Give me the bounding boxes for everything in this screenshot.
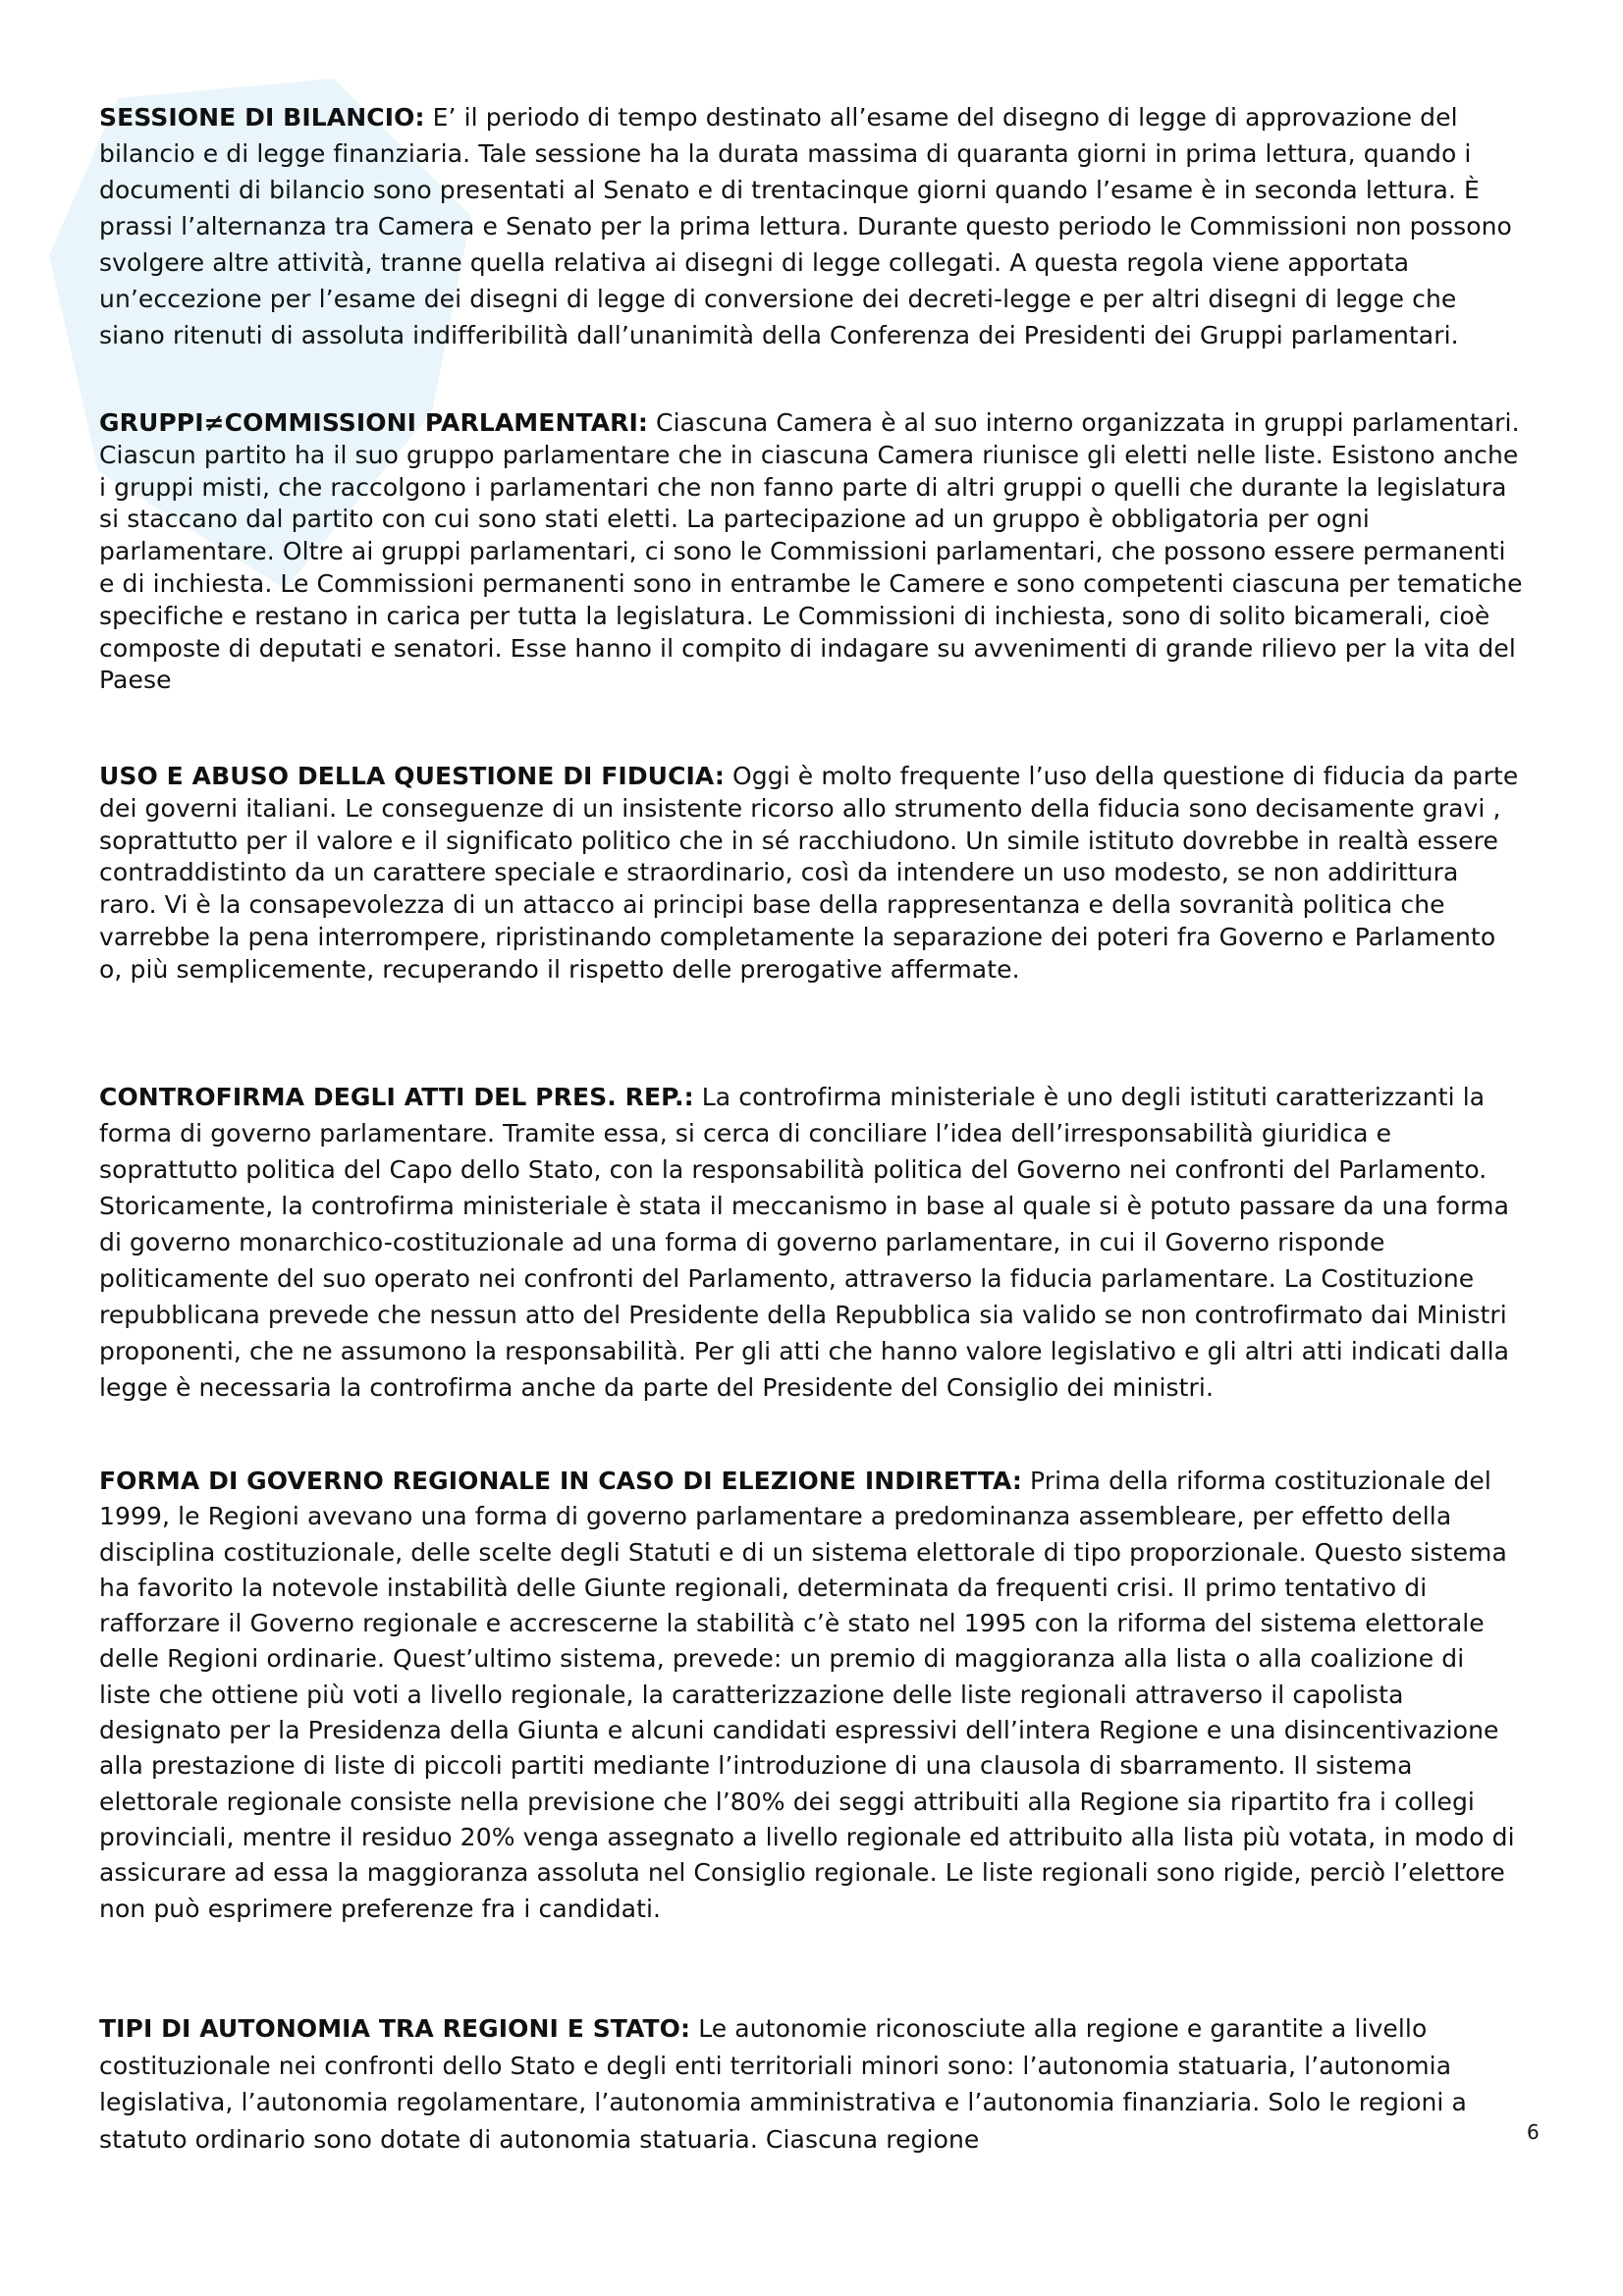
section-body: Le autonomie riconosciute alla regione e garantite a livello costituzionale nei confronti dello Stato e degli enti territoriali minori sono: l’autonomia statuaria, l’autonomia legislativa, l’autonomia regolamentare, l’autonomia amministrativa e l’autonomia finanziaria. Solo le regioni a statuto ordinario sono dotate di autonomia statuaria. Ciascuna regione <box>99 2014 1467 2154</box>
section-controfirma <box>99 1079 1523 1406</box>
page-number: 6 <box>1527 2120 1540 2144</box>
section-forma-governo-regionale <box>99 1464 1523 1927</box>
section-body: La controfirma ministeriale è uno degli istituti caratterizzanti la forma di governo parlamentare. Tramite essa, si cerca di conciliare l’idea dell’irresponsabilità giuridica e soprattutto politica del Capo dello Stato, con la responsabilità politica del Governo nei confronti del Parlamento. Storicamente, la controfirma ministeriale è stata il meccanismo in base al quale si è potuto passare da una forma di governo monarchico-costituzionale ad una forma di governo parlamentare, in cui il Governo risponde politicamente del suo operato nei confronti del Parlamento, attraverso la fiducia parlamentare. La Costituzione repubblicana prevede che nessun atto del Presidente della Repubblica sia valido se non controfirmato dai Ministri proponenti, che ne assumono la responsabilità. Per gli atti che hanno valore legislativo e gli altri atti indicati dalla legge è necessaria la controfirma anche da parte del Presidente del Consiglio dei ministri. <box>99 1083 1510 1402</box>
section-heading: SESSIONE DI BILANCIO: <box>99 103 425 132</box>
section-tipi-di-autonomia <box>99 2010 1523 2158</box>
section-heading: CONTROFIRMA DEGLI ATTI DEL PRES. REP.: <box>99 1083 694 1111</box>
section-gruppi-commissioni <box>99 407 1523 697</box>
section-heading: USO E ABUSO DELLA QUESTIONE DI FIDUCIA: <box>99 762 725 790</box>
section-body: Ciascuna Camera è al suo interno organizzata in gruppi parlamentari. Ciascun partito ha il suo gruppo parlamentare che in ciascuna Camera riunisce gli eletti nelle liste. Esistono anche i gruppi misti, che raccolgono i parlamentari che non fanno parte di altri gruppi o quelli che durante la legislatura si staccano dal partito con cui sono stati eletti. La partecipazione ad un gruppo è obbligatoria per ogni parlamentare. Oltre ai gruppi parlamentari, ci sono le Commissioni parlamentari, che possono essere permanenti e di inchiesta. Le Commissioni permanenti sono in entrambe le Camere e sono competenti ciascuna per tematiche specifiche e restano in carica per tutta la legislatura. Le Commissioni di inchiesta, sono di solito bicamerali, cioè composte di deputati e senatori. Esse hanno il compito di indagare su avvenimenti di grande rilievo per la vita del Paese <box>99 408 1523 695</box>
section-body: E’ il periodo di tempo destinato all’esame del disegno di legge di approvazione del bilancio e di legge finanziaria. Tale sessione ha la durata massima di quaranta giorni in prima lettura, quando i documenti di bilancio sono presentati al Senato e di trentacinque giorni quando l’esame è in seconda lettura. È prassi l’alternanza tra Camera e Senato per la prima lettura. Durante questo periodo le Commissioni non possono svolgere altre attività, tranne quella relativa ai disegni di legge collegati. A questa regola viene apportata un’eccezione per l’esame dei disegni di legge di conversione dei decreti-legge e per altri disegni di legge che siano ritenuti di assoluta indifferibilità dall’unanimità della Conferenza dei Presidenti dei Gruppi parlamentari. <box>99 103 1512 349</box>
section-sessione-di-bilancio <box>99 99 1523 353</box>
section-body: Oggi è molto frequente l’uso della questione di fiducia da parte dei governi italiani. Le conseguenze di un insistente ricorso allo strumento della fiducia sono decisamente gravi , soprattutto per il valore e il significato politico che in sé racchiudono. Un simile istituto dovrebbe in realtà essere contraddistinto da un carattere speciale e straordinario, così da intendere un uso modesto, se non addirittura raro. Vi è la consapevolezza di un attacco ai principi base della rappresentanza e della sovranità politica che varrebbe la pena interrompere, ripristinando completamente la separazione dei poteri fra Governo e Parlamento o, più semplicemente, recuperando il rispetto delle prerogative affermate. <box>99 762 1519 984</box>
section-heading: FORMA DI GOVERNO REGIONALE IN CASO DI ELEZIONE INDIRETTA: <box>99 1467 1022 1495</box>
section-heading: GRUPPI≠COMMISSIONI PARLAMENTARI: <box>99 408 648 437</box>
section-body: Prima della riforma costituzionale del 1999, le Regioni avevano una forma di governo parlamentare a predominanza assembleare, per effetto della disciplina costituzionale, delle scelte degli Statuti e di un sistema elettorale di tipo proporzionale. Questo sistema ha favorito la notevole instabilità delle Giunte regionali, determinata da frequenti crisi. Il primo tentativo di rafforzare il Governo regionale e accrescerne la stabilità c’è stato nel 1995 con la riforma del sistema elettorale delle Regioni ordinarie. Quest’ultimo sistema, prevede: un premio di maggioranza alla lista o alla coalizione di liste che ottiene più voti a livello regionale, la caratterizzazione delle liste regionali attraverso il capolista designato per la Presidenza della Giunta e alcuni candidati espressivi dell’intera Regione e una disincentivazione alla prestazione di liste di piccoli partiti mediante l’introduzione di una clausola di sbarramento. Il sistema elettorale regionale consiste nella previsione che l’80% dei seggi attribuiti alla Regione sia ripartito fra i collegi provinciali, mentre il residuo 20% venga assegnato a livello regionale ed attribuito alla lista più votata, in modo di assicurare ad essa la maggioranza assoluta nel Consiglio regionale. Le liste regionali sono rigide, perciò l’elettore non può esprimere preferenze fra i candidati. <box>99 1467 1515 1923</box>
section-questione-di-fiducia <box>99 761 1523 987</box>
section-heading: TIPI DI AUTONOMIA TRA REGIONI E STATO: <box>99 2014 691 2043</box>
